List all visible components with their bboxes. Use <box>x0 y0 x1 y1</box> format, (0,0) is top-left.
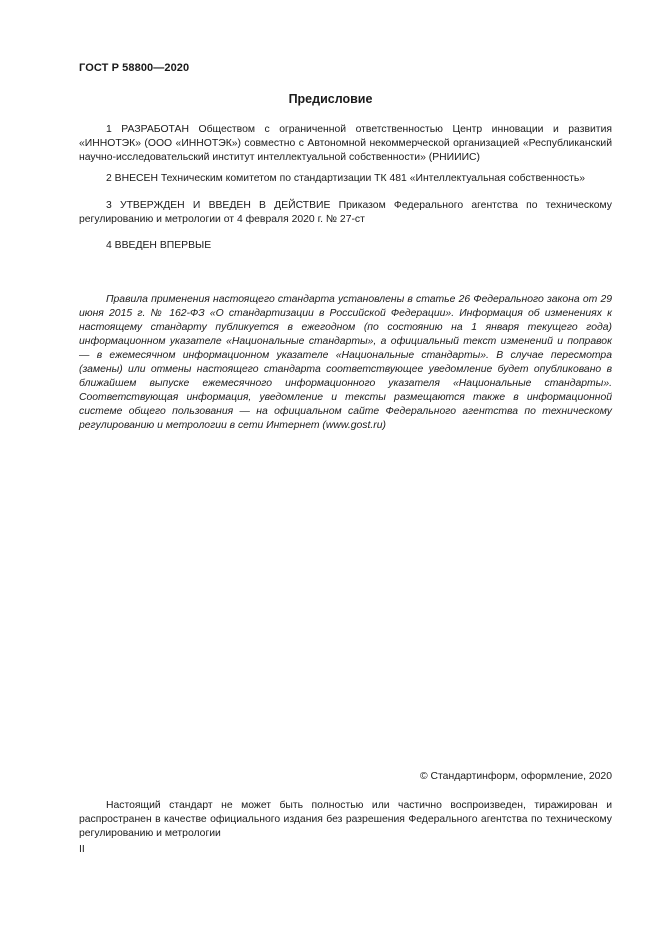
document-header: ГОСТ Р 58800—2020 <box>79 62 190 74</box>
foreword-item-introduced: 2 ВНЕСЕН Техническим комитетом по стандартизации ТК 481 «Интеллектуальная собственность» <box>106 173 586 184</box>
reproduction-notice: Настоящий стандарт не может быть полностью или частично воспроизведен, тиражирован и распространен в качестве официального издания без разрешения Федерального агентства по техническому регулированию и метрологии <box>79 800 612 839</box>
copyright-line: © Стандартинформ, оформление, 2020 <box>419 771 612 782</box>
foreword-item-developed: 1 РАЗРАБОТАН Обществом с ограниченной ответственностью Центр инновации и развития «ИННОТЭК» (ООО «ИННОТЭК») совместно с Автономной некоммерческой организацией «Республиканский научно-исследовательский институт интеллектуальной собственности» (РНИИИС) <box>79 124 612 163</box>
page-number: II <box>79 844 85 855</box>
application-rules-notice: Правила применения настоящего стандарта установлены в статье 26 Федерального закона от 29 июня 2015 г. № 162-ФЗ «О стандартизации в Российской Федерации». Информация об изменениях к настоящему стандарту публикуется в ежегодном (по состоянию на 1 января текущего года) информационном указателе «Национальные стандарты», а официальный текст изменений и поправок — в ежемесячном информационном указателе «Национальные стандарты». В случае пересмотра (замены) или отмены настоящего стандарта соответствующее уведомление будет опубликовано в ближайшем выпуске ежемесячного информационного указателя «Национальные стандарты». Соответствующая информация, уведомление и тексты размещаются также в информационной системе общего пользования — на официальном сайте Федерального агентства по техническому регулированию и метрологии в сети Интернет (www.gost.ru) <box>79 294 612 431</box>
foreword-item-first-edition: 4 ВВЕДЕН ВПЕРВЫЕ <box>106 240 212 251</box>
foreword-item-approved: 3 УТВЕРЖДЕН И ВВЕДЕН В ДЕЙСТВИЕ Приказом Федерального агентства по техническому регулированию и метрологии от 4 февраля 2020 г. № 27-ст <box>79 200 612 225</box>
section-title: Предисловие <box>288 92 373 106</box>
